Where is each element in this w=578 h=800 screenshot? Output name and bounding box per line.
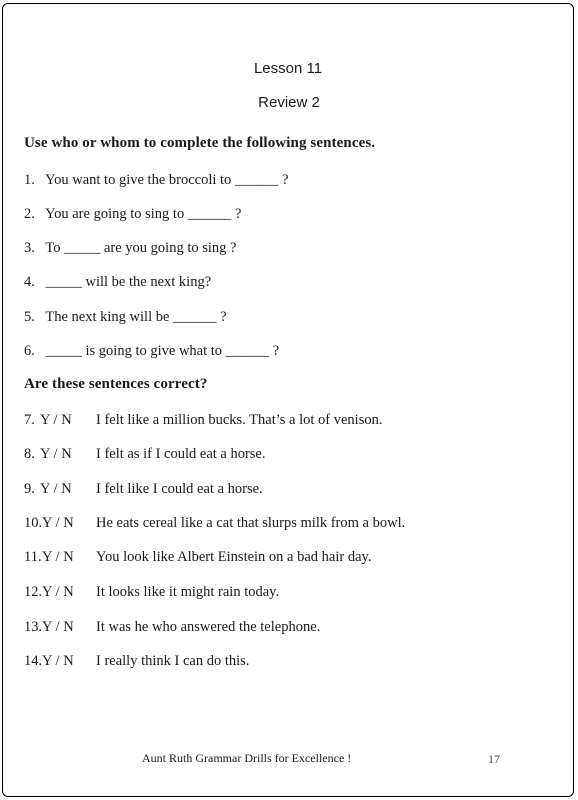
question-number: 1. bbox=[24, 172, 35, 188]
review-title: Review 2 bbox=[258, 94, 320, 111]
question-number: 4. bbox=[24, 274, 35, 290]
item-number: 7. bbox=[24, 412, 35, 428]
item-sentence: I felt as if I could eat a horse. bbox=[96, 446, 266, 462]
item-number: 14. bbox=[24, 653, 43, 669]
question-text: The next king will be ______ ? bbox=[45, 309, 227, 325]
item-number: 13. bbox=[24, 619, 43, 635]
question-text: To _____ are you going to sing ? bbox=[45, 240, 237, 256]
page-border bbox=[2, 3, 574, 797]
item-sentence: I felt like a million bucks. That’s a lot of venison. bbox=[96, 412, 383, 428]
item-number: 8. bbox=[24, 446, 35, 462]
section-heading-correct: Are these sentences correct? bbox=[24, 376, 208, 392]
question-1 bbox=[24, 172, 288, 189]
question-2 bbox=[24, 206, 241, 223]
question-text: _____ is going to give what to ______ ? bbox=[45, 343, 280, 359]
item-number: 9. bbox=[24, 481, 35, 497]
question-4 bbox=[24, 274, 211, 291]
item-number: 11. bbox=[24, 549, 42, 565]
question-number: 3. bbox=[24, 240, 35, 256]
yes-no-choice: Y / N bbox=[40, 412, 72, 428]
question-text: You want to give the broccoli to ______ ? bbox=[45, 172, 289, 188]
question-number: 2. bbox=[24, 206, 35, 222]
section-heading-who-whom: Use who or whom to complete the following sentences. bbox=[24, 135, 376, 151]
question-number: 6. bbox=[24, 343, 35, 359]
item-sentence: I really think I can do this. bbox=[96, 653, 250, 669]
question-text: _____ will be the next king? bbox=[45, 274, 212, 290]
yes-no-choice: Y / N bbox=[42, 515, 74, 531]
yes-no-choice: Y / N bbox=[42, 584, 74, 600]
question-3 bbox=[24, 240, 236, 257]
question-5 bbox=[24, 309, 227, 326]
footer-title: Aunt Ruth Grammar Drills for Excellence ! bbox=[142, 751, 352, 765]
yes-no-choice: Y / N bbox=[40, 481, 72, 497]
lesson-title: Lesson 11 bbox=[253, 60, 323, 77]
item-sentence: It looks like it might rain today. bbox=[96, 584, 280, 600]
page-number: 17 bbox=[488, 752, 500, 766]
item-number: 12. bbox=[24, 584, 43, 600]
yes-no-choice: Y / N bbox=[42, 619, 74, 635]
yes-no-choice: Y / N bbox=[42, 653, 74, 669]
question-number: 5. bbox=[24, 309, 35, 325]
yes-no-choice: Y / N bbox=[42, 549, 74, 565]
question-text: You are going to sing to ______ ? bbox=[45, 206, 242, 222]
item-sentence: He eats cereal like a cat that slurps milk from a bowl. bbox=[96, 515, 406, 531]
question-6 bbox=[24, 343, 279, 360]
item-sentence: It was he who answered the telephone. bbox=[96, 619, 321, 635]
yes-no-choice: Y / N bbox=[40, 446, 72, 462]
item-sentence: You look like Albert Einstein on a bad hair day. bbox=[96, 549, 372, 565]
item-number: 10. bbox=[24, 515, 43, 531]
item-sentence: I felt like I could eat a horse. bbox=[96, 481, 263, 497]
